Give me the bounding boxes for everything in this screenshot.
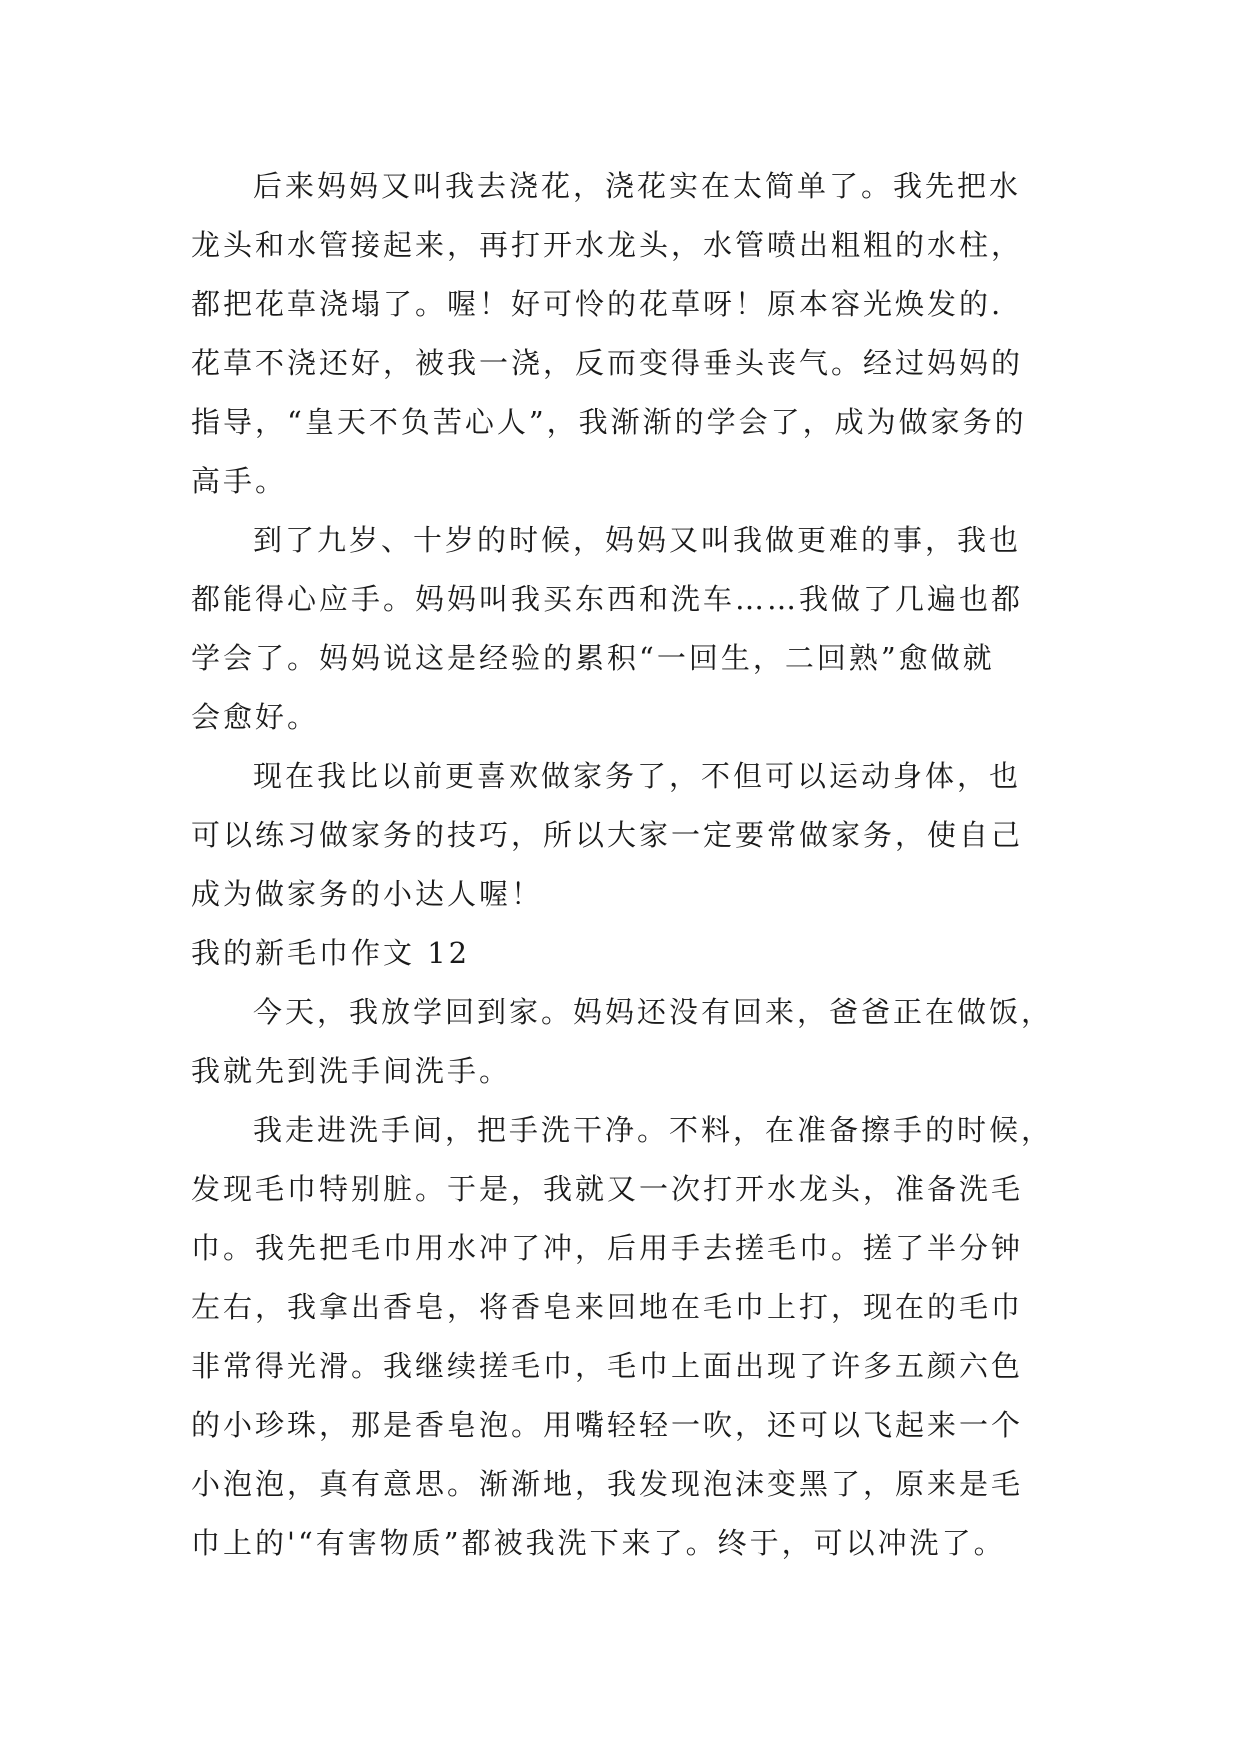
text-line: 我走进洗手间，把手洗干净。不料，在准备擦手的时候， bbox=[253, 1113, 1054, 1147]
text-line: 左右，我拿出香皂，将香皂来回地在毛巾上打，现在的毛巾 bbox=[191, 1290, 1024, 1324]
text-line: 今天，我放学回到家。妈妈还没有回来，爸爸正在做饭， bbox=[253, 995, 1054, 1029]
text-line: 现在我比以前更喜欢做家务了，不但可以运动身体，也 bbox=[253, 759, 1022, 793]
text-line: 高手。 bbox=[191, 464, 288, 498]
text-line: 会愈好。 bbox=[191, 700, 320, 734]
text-line: 非常得光滑。我继续搓毛巾，毛巾上面出现了许多五颜六色 bbox=[191, 1349, 1024, 1383]
text-line: 到了九岁、十岁的时候，妈妈又叫我做更难的事，我也 bbox=[253, 523, 1022, 557]
text-line: 巾。我先把毛巾用水冲了冲，后用手去搓毛巾。搓了半分钟 bbox=[191, 1231, 1024, 1265]
text-line: 发现毛巾特别脏。于是，我就又一次打开水龙头，准备洗毛 bbox=[191, 1172, 1024, 1206]
text-line: 都能得心应手。妈妈叫我买东西和洗车……我做了几遍也都 bbox=[191, 582, 1024, 616]
text-line: 可以练习做家务的技巧，所以大家一定要常做家务，使自己 bbox=[191, 818, 1024, 852]
text-line: 后来妈妈又叫我去浇花，浇花实在太简单了。我先把水 bbox=[253, 169, 1022, 203]
document-body bbox=[191, 157, 1071, 1573]
text-line: 花草不浇还好，被我一浇，反而变得垂头丧气。经过妈妈的 bbox=[191, 346, 1024, 380]
text-line: 成为做家务的小达人喔！ bbox=[191, 877, 544, 911]
text-line: 学会了。妈妈说这是经验的累积“一回生，二回熟”愈做就 bbox=[191, 641, 995, 675]
section-heading: 我的新毛巾作文 12 bbox=[191, 936, 471, 970]
text-line: 小泡泡，真有意思。渐渐地，我发现泡沫变黑了，原来是毛 bbox=[191, 1467, 1024, 1501]
text-line: 我就先到洗手间洗手。 bbox=[191, 1054, 512, 1088]
text-line: 龙头和水管接起来，再打开水龙头，水管喷出粗粗的水柱， bbox=[191, 228, 1024, 262]
text-line: 指导，“皇天不负苦心人”，我渐渐的学会了，成为做家务的 bbox=[191, 405, 1027, 439]
text-line: 都把花草浇塌了。喔！好可怜的花草呀！原本容光焕发的. bbox=[191, 287, 1004, 321]
text-line: 巾上的'“有害物质”都被我洗下来了。终于，可以冲洗了。 bbox=[191, 1526, 1006, 1560]
text-line: 的小珍珠，那是香皂泡。用嘴轻轻一吹，还可以飞起来一个 bbox=[191, 1408, 1024, 1442]
